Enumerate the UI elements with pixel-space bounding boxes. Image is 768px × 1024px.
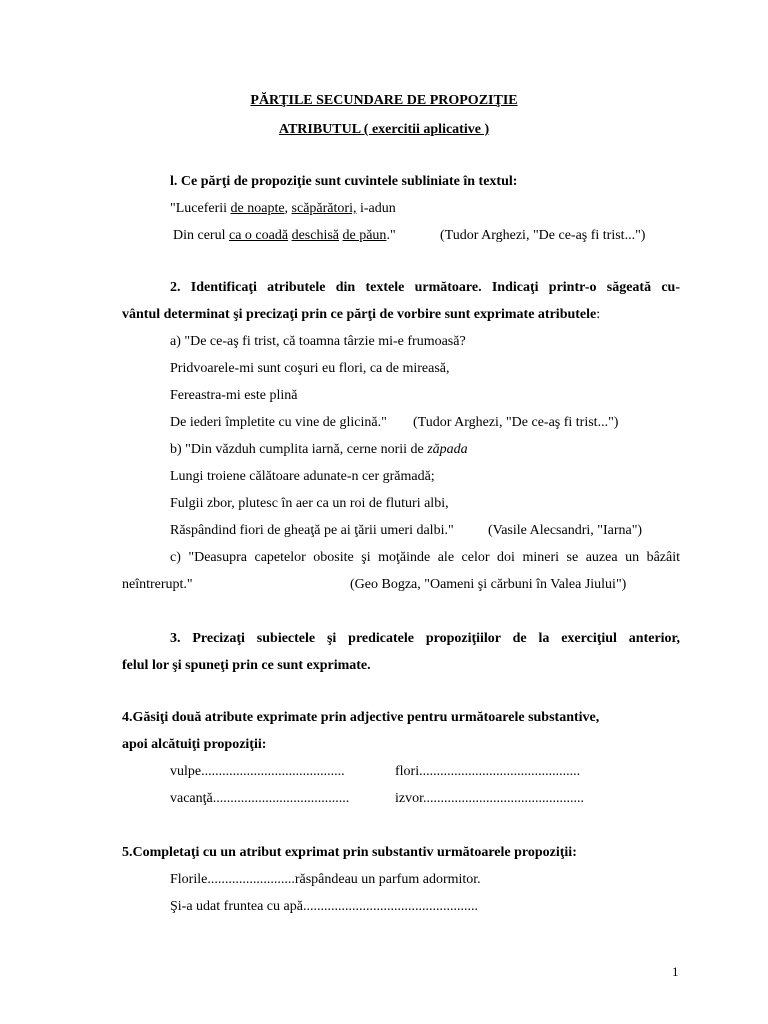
- subtitle-text: ATRIBUTUL ( exercitii aplicative ): [278, 122, 490, 137]
- page-title: PĂRŢILE SECUNDARE DE PROPOZIŢIE: [250, 93, 518, 108]
- ex2-heading-line-1: 2. Identificaţi atributele din textele următoare. Indicaţi printr-o săgeată cu-: [170, 280, 680, 295]
- ex2-b-line-1: [170, 441, 468, 459]
- page-number: 1: [672, 964, 679, 979]
- ex4-blank-vulpe: vulpe.........................................: [170, 764, 345, 779]
- ex5-heading: 5.Completaţi cu un atribut exprimat prin substantiv următoarele propoziţii:: [122, 845, 577, 860]
- text-fragment: "Luceferii: [170, 201, 231, 216]
- ex2-b-source: (Vasile Alecsandri, "Iarna"): [488, 523, 643, 538]
- ex2-a-line-3: Fereastra-mi este plină: [170, 388, 298, 403]
- ex5-sentence-2: Şi-a udat fruntea cu apă..................................................: [170, 899, 478, 914]
- text-fragment: :: [596, 307, 601, 322]
- ex2-heading-line-2: [122, 306, 600, 324]
- underlined-word: de noapte: [230, 201, 285, 216]
- italic-word: zăpada: [427, 442, 468, 457]
- underlined-word: deschisă: [291, 228, 339, 243]
- ex2-b-line-3: Fulgii zbor, plutesc în aer ca un roi de fluturi albi,: [170, 496, 449, 511]
- ex2-c-line-2: neîntrerupt.": [122, 577, 193, 592]
- ex1-verse-line-1: [170, 200, 396, 218]
- ex2-c-line-1: c) "Deasupra capetelor obosite şi moţăinde ale celor doi mineri se auzea un bâzâit: [170, 550, 680, 565]
- ex1-verse-line-2: [173, 227, 396, 245]
- ex2-a-line-4: De iederi împletite cu vine de glicină.": [170, 415, 387, 430]
- ex4-line-2: apoi alcătuiţi propoziţii:: [122, 737, 267, 752]
- ex4-blank-vacanta: vacanţă.......................................: [170, 791, 350, 806]
- ex5-sentence-1: Florile.........................răspândeau un parfum adormitor.: [170, 872, 481, 887]
- ex1-source: (Tudor Arghezi, "De ce-aş fi trist..."): [440, 228, 646, 243]
- ex1-heading: l. Ce părţi de propoziţie sunt cuvintele subliniate în textul:: [170, 174, 518, 189]
- page-subtitle: [0, 121, 768, 139]
- ex3-line-2: felul lor şi spuneţi prin ce sunt exprimate.: [122, 658, 371, 673]
- underlined-word: ca o coadă: [228, 228, 289, 243]
- ex2-b-line-2: Lungi troiene călătoare adunate-n cer grămadă;: [170, 469, 435, 484]
- ex2-a-line-1: a) "De ce-aş fi trist, că toamna târzie mi-e frumoasă?: [170, 334, 466, 349]
- ex2-b-line-4: Răspândind fiori de gheaţă pe ai ţării umeri dalbi.": [170, 523, 454, 538]
- ex4-blank-flori: flori..............................................: [395, 764, 581, 779]
- underlined-word: de păun: [342, 228, 387, 243]
- underlined-word: scăpărători,: [291, 201, 357, 216]
- ex4-blank-izvor: izvor..............................................: [395, 791, 584, 806]
- ex2-c-source: (Geo Bogza, "Oameni şi cărbuni în Valea Jiului"): [350, 577, 627, 592]
- ex3-line-1: 3. Precizaţi subiectele şi predicatele propoziţiilor de la exerciţiul anterior,: [170, 631, 680, 646]
- text-fragment: .": [386, 228, 396, 243]
- text-fragment: b) "Din văzduh cumplita iarnă, cerne norii de: [170, 442, 428, 457]
- ex2-a-source: (Tudor Arghezi, "De ce-aş fi trist..."): [413, 415, 619, 430]
- ex4-line-1: 4.Găsiţi două atribute exprimate prin adjective pentru următoarele substantive,: [122, 710, 600, 725]
- text-fragment: ,: [284, 201, 292, 216]
- text-fragment: vântul determinat şi precizaţi prin ce părţi de vorbire sunt exprimate atributele: [122, 307, 597, 322]
- text-fragment: i-adun: [356, 201, 396, 216]
- text-fragment: Din cerul: [173, 228, 229, 243]
- ex2-a-line-2: Pridvoarele-mi sunt coşuri eu flori, ca de mireasă,: [170, 361, 450, 376]
